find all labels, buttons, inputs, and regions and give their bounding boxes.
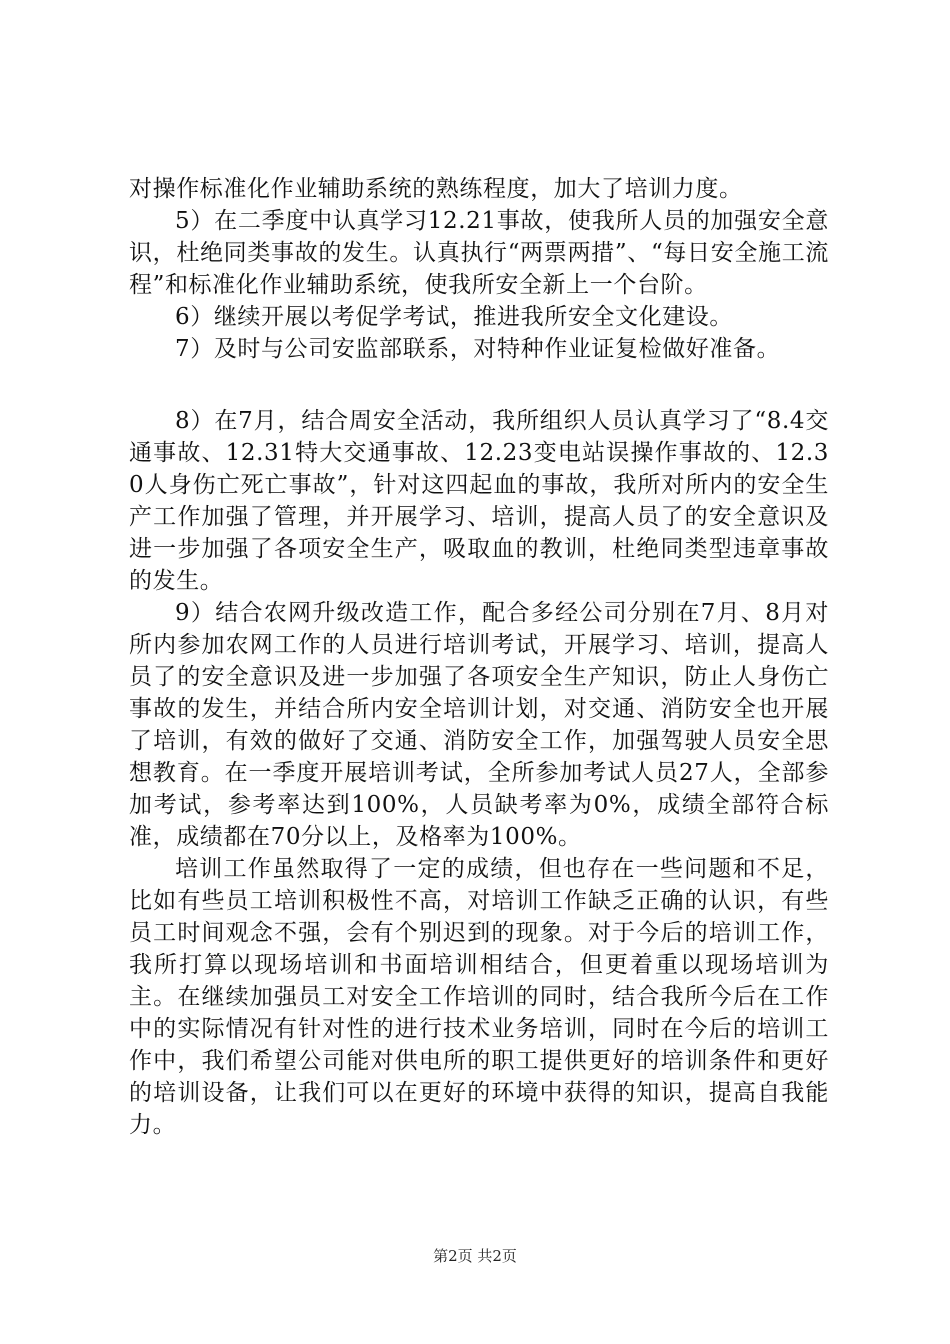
paragraph-item-7: 7）及时与公司安监部联系，对特种作业证复检做好准备。 — [175, 336, 781, 362]
paragraph-item-6: 6）继续开展以考促学考试，推进我所安全文化建设。 — [175, 304, 734, 330]
paragraph-item-9: 9）结合农网升级改造工作，配合多经公司分别在7月、8月对所内参加农网工作的人员进行培训考试，开展学习、培训，提高人员了的安全意识及进一步加强了各项安全生产知识，防止人身伤亡事故的发生，并结合所内安全培训计划，对交通、消防安全也开展了培训，有效的做好了交通、消防安全工作，加强驾驶人员安全思想教育。在一季度开展培训考试，全所参加考试人员27人，全部参加考试，参考率达到100%，人员缺考率为0%，成绩全部符合标准，成绩都在70分以上，及格率为100%。 — [129, 600, 829, 850]
paragraph-summary: 培训工作虽然取得了一定的成绩，但也存在一些问题和不足，比如有些员工培训积极性不高，对培训工作缺乏正确的认识，有些员工时间观念不强，会有个别迟到的现象。对于今后的培训工作，我所打算以现场培训和书面培训相结合，但更着重以现场培训为主。在继续加强员工对安全工作培训的同时，结合我所今后在工作中的实际情况有针对性的进行技术业务培训，同时在今后的培训工作中，我们希望公司能对供电所的职工提供更好的培训条件和更好的培训设备，让我们可以在更好的环境中获得的知识，提高自我能力。 — [129, 856, 829, 1138]
paragraph-continuation: 对操作标准化作业辅助系统的熟练程度，加大了培训力度。 — [129, 176, 743, 202]
paragraph-item-5: 5）在二季度中认真学习12.21事故，使我所人员的加强安全意识，杜绝同类事故的发生。认真执行“两票两措”、“每日安全施工流程”和标准化作业辅助系统，使我所安全新上一个台阶。 — [129, 208, 829, 298]
paragraph-spacer — [129, 365, 829, 405]
document-body — [129, 173, 829, 1141]
paragraph-item-8: 8）在7月，结合周安全活动，我所组织人员认真学习了“8.4交通事故、12.31特大交通事故、12.23变电站误操作事故的、12.30人身伤亡死亡事故”，针对这四起血的事故，我所对所内的安全生产工作加强了管理，并开展学习、培训，提高人员了的安全意识及进一步加强了各项安全生产，吸取血的教训，杜绝同类型违章事故的发生。 — [129, 408, 829, 594]
page-footer: 第2页 共2页 — [433, 1247, 517, 1265]
